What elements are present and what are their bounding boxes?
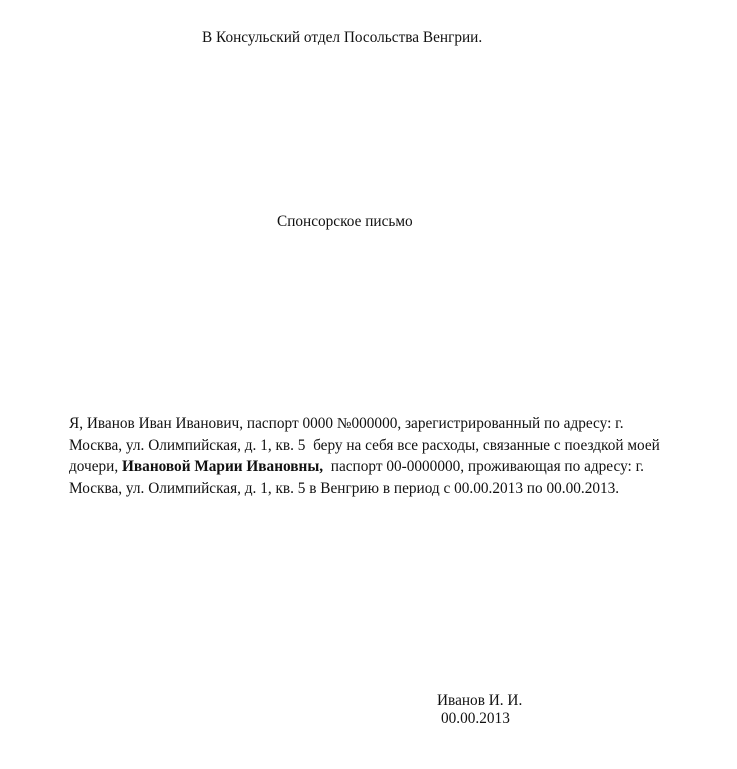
body-line-3-prefix: дочери,	[69, 458, 123, 475]
body-line-3-suffix: паспорт 00-0000000, проживающая по адресу: г.	[323, 458, 644, 475]
body-line-2: Москва, ул. Олимпийская, д. 1, кв. 5 беру на себя все расходы, связанные с поездкой моей	[69, 436, 660, 454]
daughter-name-bold: Ивановой Марии Ивановны,	[122, 458, 324, 475]
document-title: Спонсорское письмо	[277, 213, 413, 230]
body-line-4: Москва, ул. Олимпийская, д. 1, кв. 5 в Венгрию в период с 00.00.2013 по 00.00.2013.	[69, 479, 620, 497]
letter-body	[69, 413, 709, 499]
body-line-3	[69, 456, 709, 478]
addressee-line: В Консульский отдел Посольства Венгрии.	[202, 29, 483, 46]
signature-name: Иванов И. И.	[437, 692, 523, 709]
signature-date: 00.00.2013	[441, 710, 510, 727]
body-line-1: Я, Иванов Иван Иванович, паспорт 0000 №000000, зарегистрированный по адресу: г.	[69, 415, 624, 432]
